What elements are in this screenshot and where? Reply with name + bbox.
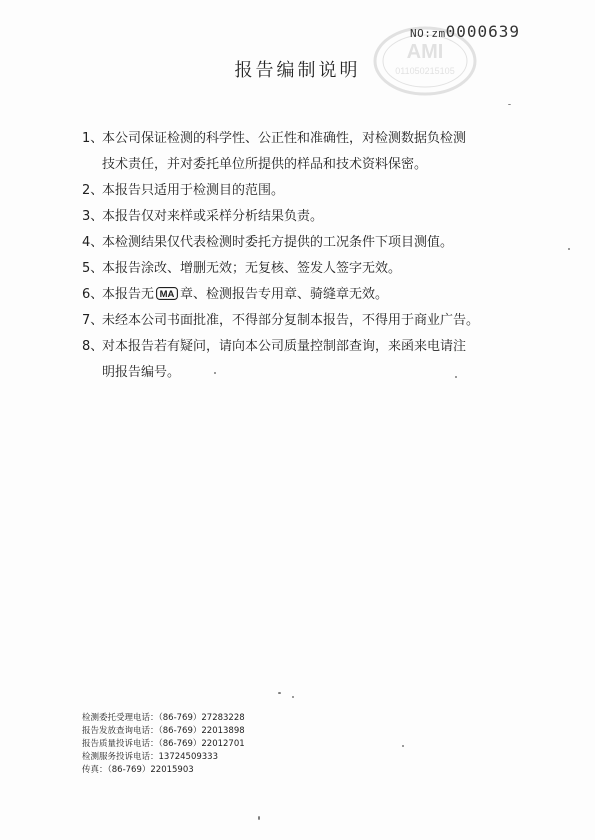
clause-item bbox=[82, 282, 542, 308]
contact-label: 报告发放查询电话： bbox=[82, 726, 159, 736]
contact-label: 检测服务投诉电话： bbox=[82, 752, 159, 762]
clause-item bbox=[82, 308, 542, 334]
clause-text-after-mark: 章、检测报告专用章、骑缝章无效。 bbox=[180, 287, 389, 302]
contact-value: （86-769）22015903 bbox=[107, 765, 194, 775]
scan-speck bbox=[402, 745, 404, 747]
contact-label: 检测委托受理电话： bbox=[82, 713, 159, 723]
clause-index: 5、 bbox=[82, 261, 104, 276]
clause-index: 1、 bbox=[82, 131, 104, 146]
clause-text-continued: 技术责任，并对委托单位所提供的样品和技术资料保密。 bbox=[102, 157, 428, 172]
scan-speck bbox=[214, 372, 216, 374]
clause-index: 4、 bbox=[82, 235, 104, 250]
clause-text: 本报告只适用于检测目的范围。 bbox=[102, 183, 285, 198]
contact-row bbox=[82, 738, 245, 751]
clause-list bbox=[82, 126, 542, 386]
clause-text: 本报告无 bbox=[102, 287, 155, 302]
clause-index: 8、 bbox=[82, 339, 104, 354]
clause-text: 对本报告若有疑问，请向本公司质量控制部查询，来函来电请注 bbox=[102, 339, 467, 354]
scan-speck bbox=[455, 376, 457, 378]
clause-item bbox=[82, 256, 542, 282]
seal-code: 011050215105 bbox=[395, 66, 455, 76]
serial-value: 0000639 bbox=[445, 22, 521, 41]
scan-speck bbox=[568, 248, 570, 250]
contact-value: 13724509333 bbox=[158, 752, 219, 762]
clause-item bbox=[82, 126, 542, 178]
seal-logo-text: AMI bbox=[406, 41, 444, 63]
scan-speck bbox=[258, 816, 260, 820]
serial-number bbox=[410, 22, 520, 41]
clause-item bbox=[82, 178, 542, 204]
contact-label: 传真： bbox=[82, 765, 108, 775]
contact-row bbox=[82, 764, 245, 777]
clause-text: 本检测结果仅代表检测时委托方提供的工况条件下项目测值。 bbox=[102, 235, 454, 250]
clause-index: 7、 bbox=[82, 313, 104, 328]
contact-value: （86-769）22012701 bbox=[158, 739, 245, 749]
clause-item bbox=[82, 204, 542, 230]
clause-index: 3、 bbox=[82, 209, 104, 224]
clause-item bbox=[82, 334, 542, 386]
contact-row bbox=[82, 751, 245, 764]
cma-mark-text: MA bbox=[159, 289, 175, 300]
scan-speck bbox=[508, 104, 511, 105]
clause-text-continued: 明报告编号。 bbox=[102, 365, 181, 380]
contact-value: （86-769）27283228 bbox=[158, 713, 245, 723]
page-title: 报告编制说明 bbox=[234, 60, 361, 81]
contact-row bbox=[82, 725, 245, 738]
clause-index: 6、 bbox=[82, 287, 104, 302]
clause-text: 本报告涂改、增删无效；无复核、签发人签字无效。 bbox=[102, 261, 402, 276]
scan-speck bbox=[278, 692, 281, 694]
clause-text: 未经本公司书面批准，不得部分复制本报告，不得用于商业广告。 bbox=[102, 313, 480, 328]
contact-info bbox=[82, 712, 245, 777]
cma-mark-icon bbox=[156, 287, 178, 300]
serial-prefix: NO:zm bbox=[410, 27, 446, 40]
contact-label: 报告质量投诉电话： bbox=[82, 739, 159, 749]
contact-row bbox=[82, 712, 245, 725]
scan-speck bbox=[292, 696, 294, 698]
clause-text: 本报告仅对来样或采样分析结果负责。 bbox=[102, 209, 324, 224]
clause-index: 2、 bbox=[82, 183, 104, 198]
contact-value: （86-769）22013898 bbox=[158, 726, 245, 736]
clause-item bbox=[82, 230, 542, 256]
clause-text: 本公司保证检测的科学性、公正性和准确性，对检测数据负检测 bbox=[102, 131, 467, 146]
